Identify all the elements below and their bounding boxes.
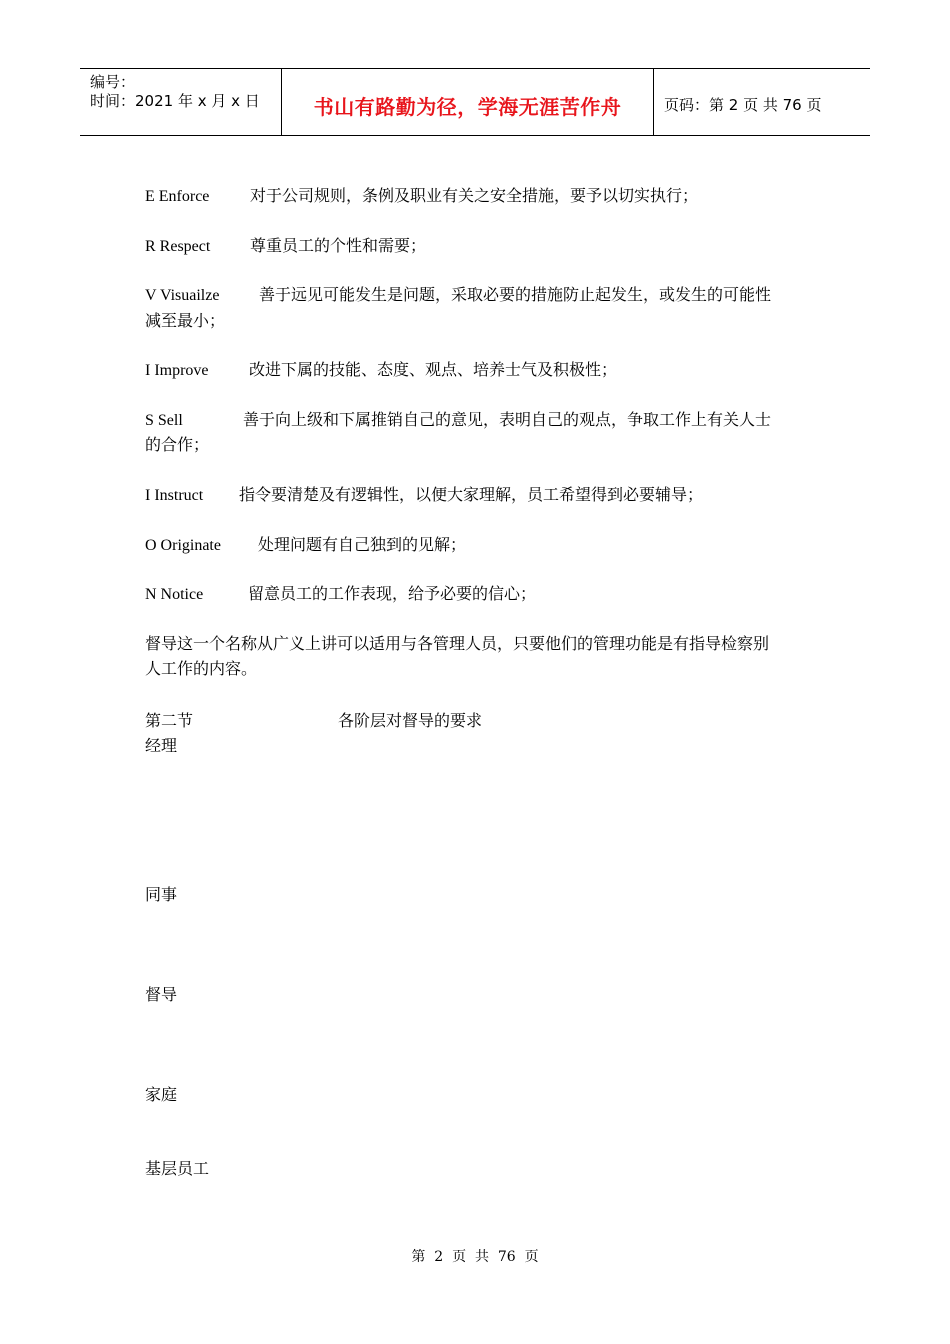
item-term: O Originate: [145, 537, 221, 554]
item-desc: 指令要清楚及有逻辑性，以便大家理解，员工希望得到必要辅导；: [239, 485, 704, 504]
header-motto-cell: [281, 69, 654, 135]
list-item: [145, 233, 426, 259]
label-family: 家庭: [145, 1085, 178, 1104]
label-staff: 基层员工: [145, 1159, 210, 1178]
list-item: [145, 357, 617, 383]
item-term: N Notice: [145, 586, 204, 603]
item-desc: 尊重员工的个性和需要；: [250, 236, 427, 255]
item-desc: 对于公司规则，条例及职业有关之安全措施，要予以切实执行；: [250, 186, 699, 205]
item-desc-cont: 的合作；: [145, 435, 210, 454]
list-item: [145, 407, 771, 433]
header-page-info: 页码：第 2 页 共 76 页: [664, 96, 822, 114]
section-number: 第二节: [145, 711, 194, 730]
motto-text: 书山有路勤为径，学海无涯苦作舟: [313, 95, 622, 119]
header-meta-cell: [80, 69, 281, 135]
list-item: [145, 183, 698, 209]
section-title: 各阶层对督导的要求: [338, 711, 483, 730]
list-item: [145, 581, 536, 607]
item-term: V Visuailze: [145, 287, 220, 304]
label-manager: 经理: [145, 736, 178, 755]
item-desc: 善于向上级和下属推销自己的意见，表明自己的观点，争取工作上有关人士: [243, 410, 772, 429]
summary-paragraph-line: 人工作的内容。: [145, 659, 258, 678]
item-term: I Instruct: [145, 487, 204, 504]
item-term: I Improve: [145, 362, 209, 379]
item-term: S Sell: [145, 412, 183, 429]
document-date: 时间：2021 年 x 月 x 日: [90, 92, 260, 110]
label-colleague: 同事: [145, 885, 178, 904]
header-page-cell: [654, 69, 870, 135]
list-item-continuation: [145, 432, 209, 457]
summary-paragraph-line: 督导这一个名称从广义上讲可以适用与各管理人员，只要他们的管理功能是有指导检察别: [145, 634, 770, 653]
document-number-label: 编号：: [90, 73, 136, 91]
page-footer: 第 2 页 共 76 页: [411, 1249, 539, 1265]
item-term: R Respect: [145, 238, 211, 255]
label-supervisor: 督导: [145, 985, 178, 1004]
list-item-continuation: [145, 308, 225, 333]
list-item: [145, 482, 703, 508]
item-desc: 处理问题有自己独到的见解；: [258, 535, 467, 554]
list-item: [145, 532, 466, 558]
item-desc: 改进下属的技能、态度、观点、培养士气及积极性；: [249, 360, 618, 379]
item-term: E Enforce: [145, 188, 210, 205]
item-desc: 留意员工的工作表现，给予必要的信心；: [248, 584, 537, 603]
list-item: [145, 282, 771, 308]
item-desc-cont: 减至最小；: [145, 311, 226, 330]
item-desc: 善于远见可能发生是问题，采取必要的措施防止起发生，或发生的可能性: [259, 285, 772, 304]
document-header: [80, 68, 870, 136]
